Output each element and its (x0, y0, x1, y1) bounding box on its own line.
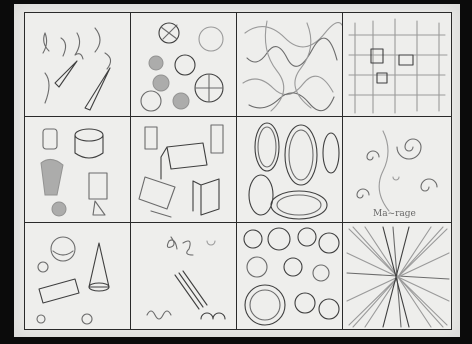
cell-r3c4 (342, 222, 452, 330)
cell-r2c3 (236, 116, 344, 224)
cell-r2c4 (342, 116, 452, 224)
cell-r2c2 (130, 116, 238, 224)
cylinders-drawing (25, 117, 133, 225)
cell-r1c1 (24, 12, 132, 118)
artist-signature: Ma~rage (373, 209, 416, 219)
shaded-circles-drawing (131, 13, 239, 119)
drawing-grid (24, 12, 452, 330)
cell-r1c4 (342, 12, 452, 118)
ovals-drawing (237, 117, 345, 225)
sphere-cone-cylinder-drawing (25, 223, 133, 331)
cell-r3c3 (236, 222, 344, 330)
cell-r1c3 (236, 12, 344, 118)
grid-lines-drawing (343, 13, 453, 119)
cell-r1c2 (130, 12, 238, 118)
cell-r3c2 (130, 222, 238, 330)
cell-r3c1 (24, 222, 132, 330)
boxes-drawing (131, 117, 239, 225)
radiating-lines-drawing (343, 223, 453, 331)
circles-drawing (237, 223, 345, 331)
scribble-lines-drawing (237, 13, 345, 119)
cell-r2c1 (24, 116, 132, 224)
loops-hatch-drawing (131, 223, 239, 331)
wavy-strokes-drawing (25, 13, 133, 119)
